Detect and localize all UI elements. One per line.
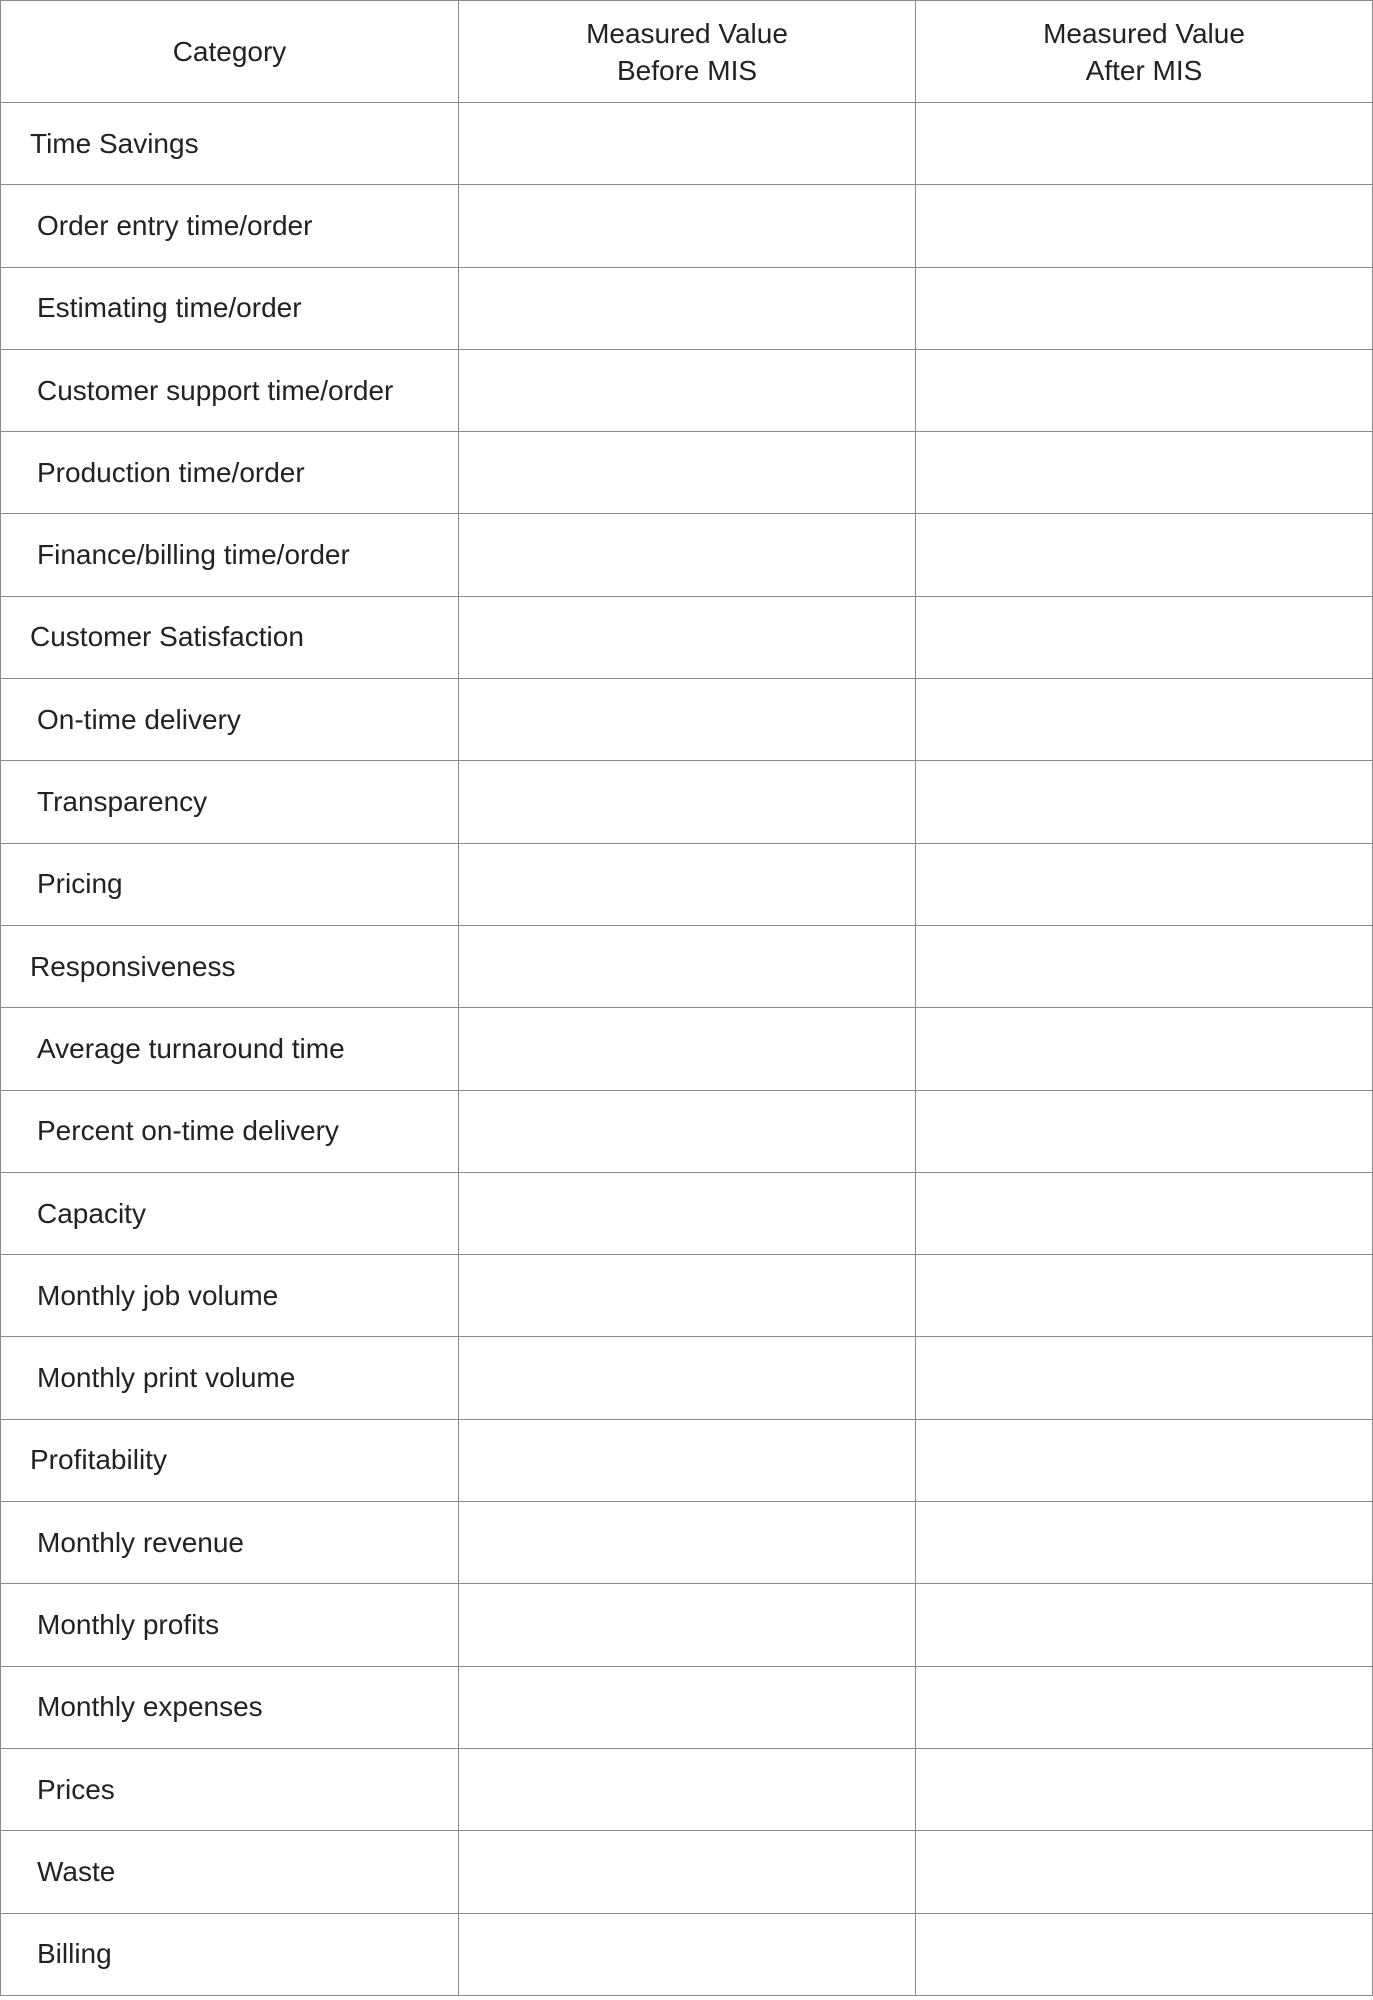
before-mis-value-cell[interactable] (459, 267, 916, 349)
table-row (1, 1090, 1373, 1172)
after-mis-value-cell[interactable] (916, 925, 1373, 1007)
table-row (1, 185, 1373, 267)
table-row (1, 1502, 1373, 1584)
after-mis-value-cell[interactable] (916, 432, 1373, 514)
before-mis-value-cell[interactable] (459, 1913, 916, 1995)
category-item-label: Estimating time/order (1, 267, 459, 349)
header-before-line2: Before MIS (616, 54, 758, 86)
before-mis-value-cell[interactable] (459, 1584, 916, 1666)
category-item-label: Transparency (1, 761, 459, 843)
after-mis-value-cell[interactable] (916, 1172, 1373, 1254)
after-mis-value-cell[interactable] (916, 1502, 1373, 1584)
after-mis-value-cell[interactable] (916, 185, 1373, 267)
after-mis-value-cell[interactable] (916, 514, 1373, 596)
category-item-label: Prices (1, 1748, 459, 1830)
after-mis-value-cell[interactable] (916, 267, 1373, 349)
after-mis-value-cell[interactable] (916, 843, 1373, 925)
category-item-label: Production time/order (1, 432, 459, 514)
category-item-label: Monthly print volume (1, 1337, 459, 1419)
category-item-label: Order entry time/order (1, 185, 459, 267)
before-mis-value-cell[interactable] (459, 925, 916, 1007)
after-mis-value-cell[interactable] (916, 103, 1373, 185)
before-mis-value-cell[interactable] (459, 596, 916, 678)
before-mis-value-cell[interactable] (459, 349, 916, 431)
after-mis-value-cell[interactable] (916, 1008, 1373, 1090)
table-row (1, 1748, 1373, 1830)
category-item-label: Pricing (1, 843, 459, 925)
header-category-label: Category (172, 36, 287, 67)
after-mis-value-cell[interactable] (916, 1337, 1373, 1419)
after-mis-value-cell[interactable] (916, 1666, 1373, 1748)
header-after-mis (916, 1, 1373, 103)
after-mis-value-cell[interactable] (916, 1831, 1373, 1913)
after-mis-value-cell[interactable] (916, 761, 1373, 843)
header-before-mis (459, 1, 916, 103)
after-mis-value-cell[interactable] (916, 1748, 1373, 1830)
before-mis-value-cell[interactable] (459, 843, 916, 925)
after-mis-value-cell[interactable] (916, 1090, 1373, 1172)
category-item-label: Monthly profits (1, 1584, 459, 1666)
table-row (1, 925, 1373, 1007)
table-row (1, 596, 1373, 678)
before-mis-value-cell[interactable] (459, 761, 916, 843)
table-body (1, 103, 1373, 1996)
table-row (1, 349, 1373, 431)
table-row (1, 267, 1373, 349)
table-row (1, 843, 1373, 925)
header-after-line1: Measured Value (1043, 17, 1245, 49)
table-row (1, 1584, 1373, 1666)
before-mis-value-cell[interactable] (459, 1008, 916, 1090)
table-row (1, 1172, 1373, 1254)
header-row (1, 1, 1373, 103)
category-item-label: Customer support time/order (1, 349, 459, 431)
category-item-label: Monthly job volume (1, 1255, 459, 1337)
category-section-label: Responsiveness (1, 925, 459, 1007)
before-mis-value-cell[interactable] (459, 514, 916, 596)
before-mis-value-cell[interactable] (459, 1666, 916, 1748)
header-after-line2: After MIS (1085, 54, 1203, 86)
before-mis-value-cell[interactable] (459, 1090, 916, 1172)
after-mis-value-cell[interactable] (916, 1255, 1373, 1337)
before-mis-value-cell[interactable] (459, 103, 916, 185)
table-row (1, 103, 1373, 185)
table-row (1, 1255, 1373, 1337)
category-item-label: Average turnaround time (1, 1008, 459, 1090)
before-mis-value-cell[interactable] (459, 679, 916, 761)
table-row (1, 1337, 1373, 1419)
table-row (1, 514, 1373, 596)
category-item-label: On-time delivery (1, 679, 459, 761)
after-mis-value-cell[interactable] (916, 349, 1373, 431)
before-mis-value-cell[interactable] (459, 1748, 916, 1830)
table-row (1, 1666, 1373, 1748)
category-section-label: Profitability (1, 1419, 459, 1501)
before-mis-value-cell[interactable] (459, 1419, 916, 1501)
before-mis-value-cell[interactable] (459, 1502, 916, 1584)
after-mis-value-cell[interactable] (916, 1419, 1373, 1501)
category-section-label: Customer Satisfaction (1, 596, 459, 678)
table-row (1, 1831, 1373, 1913)
after-mis-value-cell[interactable] (916, 679, 1373, 761)
header-category (1, 1, 459, 103)
before-mis-value-cell[interactable] (459, 1337, 916, 1419)
before-mis-value-cell[interactable] (459, 1831, 916, 1913)
table-row (1, 1419, 1373, 1501)
table-row (1, 761, 1373, 843)
category-item-label: Percent on-time delivery (1, 1090, 459, 1172)
table-row (1, 679, 1373, 761)
category-section-label: Time Savings (1, 103, 459, 185)
table-row (1, 432, 1373, 514)
after-mis-value-cell[interactable] (916, 596, 1373, 678)
before-mis-value-cell[interactable] (459, 432, 916, 514)
before-mis-value-cell[interactable] (459, 1172, 916, 1254)
after-mis-value-cell[interactable] (916, 1913, 1373, 1995)
category-item-label: Finance/billing time/order (1, 514, 459, 596)
header-before-line1: Measured Value (586, 17, 788, 49)
after-mis-value-cell[interactable] (916, 1584, 1373, 1666)
table-row (1, 1913, 1373, 1995)
category-item-label: Waste (1, 1831, 459, 1913)
before-mis-value-cell[interactable] (459, 185, 916, 267)
category-item-label: Monthly expenses (1, 1666, 459, 1748)
category-item-label: Monthly revenue (1, 1502, 459, 1584)
category-item-label: Billing (1, 1913, 459, 1995)
before-mis-value-cell[interactable] (459, 1255, 916, 1337)
category-item-label: Capacity (1, 1172, 459, 1254)
table-row (1, 1008, 1373, 1090)
